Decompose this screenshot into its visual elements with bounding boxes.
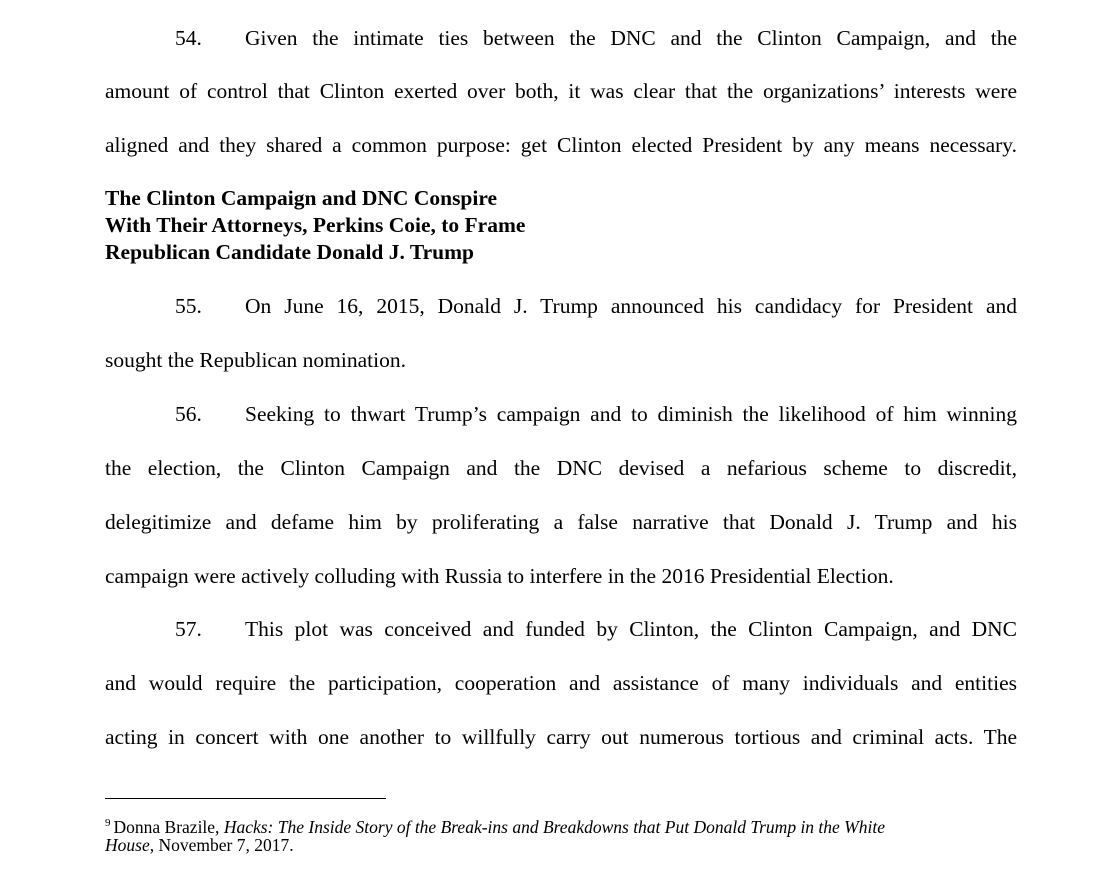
text-line: campaign were actively colluding with Russia to interfere in the 2016 Presidential Election. bbox=[105, 564, 894, 588]
text-line: Given the intimate ties between the DNC and the Clinton Campaign, and the bbox=[245, 26, 1017, 50]
text-line: This plot was conceived and funded by Clinton, the Clinton Campaign, and DNC bbox=[245, 617, 1017, 641]
heading-line: With Their Attorneys, Perkins Coie, to Frame bbox=[105, 213, 526, 237]
footnote-date: , November 7, 2017. bbox=[149, 835, 294, 855]
text-line: On June 16, 2015, Donald J. Trump announced his candidacy for President and bbox=[245, 294, 1017, 318]
footnote-line bbox=[105, 834, 294, 856]
text-line: and would require the participation, cooperation and assistance of many individuals and entities bbox=[105, 671, 1017, 695]
text-line: aligned and they shared a common purpose: get Clinton elected President by any means necessary. bbox=[105, 133, 1017, 157]
text-line: sought the Republican nomination. bbox=[105, 348, 406, 372]
footnote-title-cont: House bbox=[105, 835, 150, 855]
footnote-separator bbox=[105, 798, 386, 799]
text-line: the election, the Clinton Campaign and the DNC devised a nefarious scheme to discredit, bbox=[105, 456, 1017, 480]
paragraph-number: 54. bbox=[175, 26, 202, 50]
paragraph-number: 55. bbox=[175, 294, 202, 318]
footnote-author: Donna Brazile, bbox=[113, 817, 224, 837]
heading-line: Republican Candidate Donald J. Trump bbox=[105, 240, 474, 264]
text-line: delegitimize and defame him by proliferating a false narrative that Donald J. Trump and his bbox=[105, 510, 1017, 534]
text-line: Seeking to thwart Trump’s campaign and to diminish the likelihood of him winning bbox=[245, 402, 1017, 426]
paragraph-number: 56. bbox=[175, 402, 202, 426]
paragraph-number: 57. bbox=[175, 617, 202, 641]
text-line: amount of control that Clinton exerted over both, it was clear that the organizations’ interests were bbox=[105, 79, 1017, 103]
text-line: acting in concert with one another to willfully carry out numerous tortious and criminal acts. The bbox=[105, 725, 1017, 749]
heading-line: The Clinton Campaign and DNC Conspire bbox=[105, 186, 498, 210]
footnote-title: Hacks: The Inside Story of the Break-ins and Breakdowns that Put Donald Trump in the White bbox=[223, 817, 886, 837]
footnote-marker: 9 bbox=[105, 817, 111, 829]
